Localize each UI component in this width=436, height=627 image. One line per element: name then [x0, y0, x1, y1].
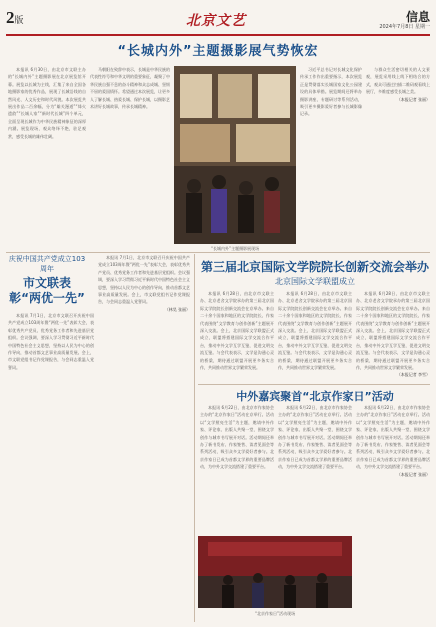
article2-headline: 第三届北京国际文学院院长创新交流会举办 [200, 260, 429, 274]
article1-col2: 马朝阳在致辞中表示，长城是中华民族的代表性符号和中华文明的重要象征，凝聚了中华民族自强不息的奋斗精神和众志成城、坚韧不屈的爱国情怀。希望通过本次展览，让更多人了解长城、热爱长城、保护长城，以摄影艺术讲好长城故事，传承长城精神。 [90, 67, 170, 110]
side-kicker: 庆祝中国共产党成立103周年 [8, 255, 86, 273]
page-header [6, 8, 430, 32]
masthead-logo: 北京文艺 [186, 13, 246, 29]
article2-col1: 本报讯 6月28日，由北京市文联主办、北京老舍文学院承办的第三届北京国际文学院院长创新交流会在京举办。来自二十余个国家和地区的文学院院长、作家代表围绕“文学教育与创作创新”主题展开深入交流。会上，北京国际文学联盟正式成立，联盟将搭建国际文学交流合作平台，推动中外文学互学互鉴，促进文明交流互鉴。与会代表表示，文学是沟通心灵的桥梁，期待通过联盟开展更多务实合作，共同推动世界文学繁荣发展。 [200, 291, 274, 371]
article3-headline: 中外嘉宾聚首“北京作家日”活动 [236, 390, 394, 403]
article3-col3: 本报讯 6月22日，由北京市作家协会主办的“北京作家日”活动在京举行。活动以“文学照亮生活”为主题，邀请中外作家、评论家、出版人共聚一堂，围绕文学创作与城市书写展开对话。活动期间还举办了新书发布、作家签售、读者见面会等系列活动，吸引众多文学爱好者参与。北京作家日已成为首都文学界的重要品牌活动，为中外文学交流搭建了重要平台。 （本报记者 张丽） [356, 405, 430, 477]
divider [6, 252, 430, 253]
article3-byline: （本报记者 张丽） [396, 471, 430, 477]
side-headline: 市文联表彰“两优一先” [9, 276, 85, 305]
article2-byline: （本报记者 李雪） [396, 372, 430, 378]
writers-day-photo-caption: “北京作家日”活动现场 [254, 611, 296, 616]
article2-col2: 本报讯 6月28日，由北京市文联主办、北京老舍文学院承办的第三届北京国际文学院院长创新交流会在京举办。来自二十余个国家和地区的文学院院长、作家代表围绕“文学教育与创作创新”主题展开深入交流。会上，北京国际文学联盟正式成立，联盟将搭建国际文学交流合作平台，推动中外文学互学互鉴，促进文明交流互鉴。与会代表表示，文学是沟通心灵的桥梁，期待通过联盟开展更多务实合作，共同推动世界文学繁荣发展。 [278, 291, 352, 371]
header-rule [6, 34, 430, 36]
article3-col2: 本报讯 6月22日，由北京市作家协会主办的“北京作家日”活动在京举行。活动以“文学照亮生活”为主题，邀请中外作家、评论家、出版人共聚一堂，围绕文学创作与城市书写展开对话。活动期间还举办了新书发布、作家签售、读者见面会等系列活动，吸引众多文学爱好者参与。北京作家日已成为首都文学界的重要品牌活动，为中外文学交流搭建了重要平台。 [278, 405, 352, 470]
article3-col1: 本报讯 6月22日，由北京市作家协会主办的“北京作家日”活动在京举行。活动以“文学照亮生活”为主题，邀请中外作家、评论家、出版人共聚一堂，围绕文学创作与城市书写展开对话。活动期间还举办了新书发布、作家签售、读者见面会等系列活动，吸引众多文学爱好者参与。北京作家日已成为首都文学界的重要品牌活动，为中外文学交流搭建了重要平台。 [200, 405, 274, 470]
article2-col3: 本报讯 6月28日，由北京市文联主办、北京老舍文学院承办的第三届北京国际文学院院长创新交流会在京举办。来自二十余个国家和地区的文学院院长、作家代表围绕“文学教育与创作创新”主题展开深入交流。会上，北京国际文学联盟正式成立，联盟将搭建国际文学交流合作平台，推动中外文学互学互鉴，促进文明交流互鉴。与会代表表示，文学是沟通心灵的桥梁，期待通过联盟开展更多务实合作，共同推动世界文学繁荣发展。 （本报记者 李雪） [356, 291, 430, 378]
divider [198, 384, 430, 385]
article1-byline: （本报记者 张丽） [396, 96, 430, 102]
section-name: 信息 [405, 10, 430, 24]
side-article-col2: 本报讯 7月1日，北京市文联召开庆祝中国共产党成立103周年暨“两优一先”表彰大会，表彰优秀共产党员、优秀党务工作者和先进基层党组织。会议强调，要深入学习贯彻习近平新时代中国特色社会主义思想，坚持以人民为中心的创作导向，推动首都文艺事业高质量发展。会上，市文联党组书记作党课报告，与会同志重温入党誓词。 （林昊 张丽） [98, 255, 190, 312]
article1-col4: 与群众生活密切相关的人文景观，展览采用线上线下相结合的方式，观众可通过扫描二维码观看线上展厅，多维度感受长城之美。 （本报记者 张丽） [366, 67, 430, 102]
exhibition-photo-caption: “长城内外”主题摄影展现场 [210, 246, 260, 251]
exhibition-photo [174, 66, 296, 244]
article2-subheadline: 北京国际文学联盟成立 [275, 277, 355, 286]
side-article-col1: 本报讯 7月1日，北京市文联召开庆祝中国共产党成立103周年暨“两优一先”表彰大会，表彰优秀共产党员、优秀党务工作者和先进基层党组织。会议强调，要深入学习贯彻习近平新时代中国特色社会主义思想，坚持以人民为中心的创作导向，推动首都文艺事业高质量发展。会上，市文联党组书记作党课报告，与会同志重温入党誓词。 [8, 313, 94, 370]
page-number: 2版 [6, 8, 24, 27]
issue-date: 2024年7月8日 星期一 [379, 24, 430, 30]
writers-day-photo [198, 536, 352, 608]
article1-headline: “长城内外”主题摄影展气势恢宏 [117, 44, 319, 59]
side-byline: （林昊 张丽） [164, 306, 190, 312]
article1-col3: 习近平总书记对长城文化保护传承工作作出重要指示，本次展览正是贯彻落实长城国家文化公园建设的具体举措。展览期间还将举办摄影讲座、专题研讨等系列活动，吸引更多摄影爱好者参与长城影像记录。 [300, 67, 362, 117]
column-divider [194, 254, 195, 622]
article1-col1: 本报讯 6月30日，由北京市文联主办的“长城内外”主题摄影展在北京展览馆开幕。展览以长城为主线，汇集了来自全国各地摄影家的优秀作品，展现了长城沿线的自然风光、人文历史和时代风貌。本次展览共展出作品二百余幅，分为“雄关漫道”“烽火遗韵”“长城人家”“新时代长城”四个单元，全面呈现长城作为中华民族精神象征的深厚内涵。展览现场，观众络绎不绝，驻足观赏，感受长城的雄伟壮阔。 [8, 67, 86, 139]
